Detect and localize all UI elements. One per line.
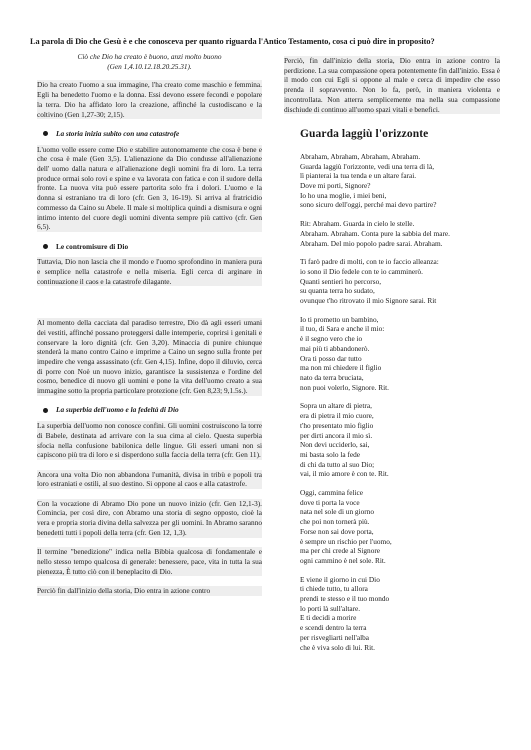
- section-heading-superbia: [37, 405, 262, 415]
- lyric-line: Ti farò padre di molti, con te io faccio alleanza:: [300, 257, 439, 267]
- lyric-line: non puoi volerlo, Signore. Rit.: [300, 382, 389, 392]
- right-column: [284, 56, 500, 661]
- song-stanza: [300, 575, 500, 653]
- lyric-line: che poi non tornerà più.: [300, 517, 370, 527]
- bullet-icon: [43, 131, 48, 136]
- lyric-line: ti chiede tutto, tu allora: [300, 584, 368, 594]
- section-heading-text: La superbia dell'uomo e la fedeltà di Dio: [56, 405, 179, 415]
- lyric-line: Non devi ucciderlo, sai,: [300, 440, 370, 450]
- lyric-line: Ora ti posso dar tutto: [300, 353, 362, 363]
- lyric-line: io sono il Dio fedele con te io camminerò.: [300, 266, 423, 276]
- cut-paragraph: Perciò fin dall'inizio della storia, Dio entra in azione contro: [37, 586, 262, 596]
- song-stanza: [300, 257, 500, 306]
- opening-quote: [37, 52, 262, 71]
- lyric-line: ogni cammino è nel sole. Rit.: [300, 555, 386, 565]
- lyric-line: mai più ti abbandonerò.: [300, 343, 370, 353]
- lyric-line: è sempre un rischio per l'uomo,: [300, 536, 392, 546]
- lyric-line: Quanti sentieri ho percorso,: [300, 276, 382, 286]
- paradiso-paragraph: Al momento della cacciata dal paradiso terrestre, Dio dà agli esseri umani dei vestiti, affinché possano proteggersi dalle intemperie, coprirsi i genitali e conservare la loro dignità (cfr. Gen 3,20). Minaccia di punire chiunque stenderà la mano contro Caino e imprime a Caino un segno sulla fronte per impedire che venga assassinato (cfr. Gen 4,15). Infine, dopo il diluvio, cerca di porre con Noè un nuovo inizio, garantisce la sussistenza e l'ordine del cosmo, benedice di nuovo gli uomini e pone la vita dell'uomo creato a sua immagine sotto la propria particolare protezione (cfr. Gen 8,23; 9,1.5s.).: [37, 318, 262, 396]
- catastrofe-paragraph: L'uomo volle essere come Dio e stabilire autonomamente che cosa è bene e che cosa è male (Gen 3,5). L'alienazione da Dio condusse all'alienazione dell' uomo dalla natura e all'alienazione degli uomini fra di loro. La terra produce ormai solo rovi e spine e va lavorata con fatica e con il sudore della fronte. La nuova vita può essere partorita solo fra i dolori. L'uomo e la donna si estraniano tra di loro (cfr. Gen 3, 16-19). Si arriva al fratricidio commesso da Caino su Abele. Il male si moltiplica quindi a dismisura e ogni intimo intento del cuore degli uomini diventa sempre più cattivo (cfr. Gen 6,5).: [37, 144, 262, 232]
- lyric-line: nata nel sole di un giorno: [300, 507, 374, 517]
- song-stanza: [300, 401, 500, 479]
- lyric-line: che è viva solo di lui. Rit.: [300, 642, 375, 652]
- lyric-line: Io ho una moglie, i miei beni,: [300, 190, 387, 200]
- song-lyrics: [284, 152, 500, 652]
- lyric-line: di chi da tutto al suo Dio;: [300, 459, 375, 469]
- song-stanza: [300, 152, 500, 210]
- lyric-line: Guarda laggiù l'orizzonte, vedi una terra di là,: [300, 161, 435, 171]
- lyric-line: è il segno vero che io: [300, 334, 363, 344]
- lyric-line: mi basta solo la fede: [300, 449, 360, 459]
- lyric-line: Sopra un altare di pietra,: [300, 401, 372, 411]
- umanita-paragraph: Ancora una volta Dio non abbandona l'umanità, divisa in tribù e popoli tra loro estraniati e ostili, al suo destino. Si oppone al caos e alla catastrofe.: [37, 469, 262, 489]
- lyric-line: vai, il mio amore è con te. Rit.: [300, 469, 389, 479]
- lyric-line: Abraham, Abraham, Abraham, Abraham.: [300, 151, 421, 161]
- page-title: La parola di Dio che Gesù è e che conosceva per quanto riguarda l'Antico Testamento, cosa ci può dire in proposito?: [30, 37, 435, 46]
- lyric-line: dove ti porta la voce: [300, 497, 360, 507]
- lyric-line: Dove mi porti, Signore?: [300, 181, 371, 191]
- song-stanza: [300, 315, 500, 393]
- song-stanza: [300, 219, 500, 248]
- section-heading-text: Le contromisure di Dio: [56, 241, 129, 251]
- song-stanza: [300, 488, 500, 566]
- lyric-line: il tuo, di Sara e anche il mio:: [300, 324, 385, 334]
- lyric-line: lo porti là sull'altare.: [300, 603, 361, 613]
- lyric-line: per dirti ancora il mio sì.: [300, 430, 373, 440]
- section-heading-catastrofe: [37, 129, 262, 139]
- lyric-line: sono sicuro dell'oggi, perché mai devo partire?: [300, 200, 437, 210]
- lyric-line: ovunque t'ho ritrovato il mio Signore sarai. Rit: [300, 296, 437, 306]
- lyric-line: ma non mi chiedere il figlio: [300, 363, 382, 373]
- bullet-icon: [43, 408, 48, 413]
- bullet-icon: [43, 244, 48, 249]
- lyric-line: Abraham. Abraham. Conta pure la sabbia del mare.: [300, 228, 450, 238]
- lyric-line: Io ti prometto un bambino,: [300, 314, 379, 324]
- left-column: [37, 52, 262, 605]
- quote-reference: (Gen 1,4.10.12.18.20.25.31).: [107, 61, 192, 71]
- section-heading-text: La storia inizia subito con una catastrofe: [56, 128, 180, 138]
- lyric-line: Abraham. Del mio popolo padre sarai. Abraham.: [300, 238, 443, 248]
- quote-line: Ciò che Dio ha creato è buono, anzi molto buono: [77, 52, 222, 61]
- lyric-line: Oggi, cammina felice: [300, 488, 364, 498]
- lyric-line: era di pietra il mio cuore,: [300, 411, 374, 421]
- benedizione-paragraph: Il termine "benedizione" indica nella Bibbia qualcosa di fondamentale e nello stesso tempo qualcosa di generale: benessere, pace, vita in tutta la sua pienezza, È tutto ciò con il beneplacito di Dio.: [37, 547, 262, 576]
- right-intro-paragraph: Perciò, fin dall'inizio della storia, Dio entra in azione contro la perdizione. La sua compassione opera potentemente fin dall'inizio. Essa è il modo con cui Egli si oppone al male e cerca di impedire che esso prenda il sopravvento. Non lo fa, però, in maniera violenta e incontrollata. Non atterra semplicemente ma nella sua compassione dischiude di continuo all'uomo spazi vitali e benefici.: [284, 56, 500, 114]
- lyric-line: E viene il giorno in cui Dio: [300, 574, 380, 584]
- lyric-line: prendi te stesso e il tuo mondo: [300, 594, 390, 604]
- song-title: Guarda laggiù l'orizzonte: [300, 128, 429, 141]
- lyric-line: lì pianterai la tua tenda e un altare farai.: [300, 171, 417, 181]
- babele-paragraph: La superbia dell'uomo non conosce confini. Gli uomini costruiscono la torre di Babele, destinata ad arrivare con la sua cima al cielo. Questa superbia sfocia nella confusione babilonica delle lingue. Gli esseri umani non si capiscono più tra di loro e si disperdono sulla faccia della terra (cfr. Gen 11).: [37, 421, 262, 460]
- intro-paragraph: Dio ha creato l'uomo a sua immagine, l'ha creato come maschio e femmina. Egli ha benedetto l'uomo e la donna. Essi devono essere fecondi e popolare la terra. Dio ha affidato loro la creazione, affinché la custodiscano e la coltivino (Gen 1,27-30; 2,15).: [37, 80, 262, 119]
- lyric-line: Rit: Abraham. Guarda in cielo le stelle.: [300, 219, 415, 229]
- lyric-line: E ti decidi a morire: [300, 613, 357, 623]
- contromisure-paragraph: Tuttavia, Dio non lascia che il mondo e l'uomo sprofondino in maniera pura e semplice nella catastrofe e nella miseria. Egli cerca di arginare in continuazione il caos e la catastrofe dilagante.: [37, 257, 262, 286]
- lyric-line: Forse non sai dove porta,: [300, 526, 374, 536]
- lyric-line: e scendi dentro la terra: [300, 623, 367, 633]
- lyric-line: ma per chi crede al Signore: [300, 546, 381, 556]
- lyric-line: nato da terra bruciata,: [300, 372, 364, 382]
- lyric-line: su quanta terra ho sudato,: [300, 286, 375, 296]
- lyric-line: per risvegliarti nell'alba: [300, 632, 369, 642]
- lyric-line: t'ho presentato mio figlio: [300, 420, 374, 430]
- abramo-paragraph: Con la vocazione di Abramo Dio pone un nuovo inizio (cfr. Gen 12,1-3). Comincia, per così dire, con Abramo una storia di segno opposto, cioè la vera e propria storia divina della salvezza per gli uomini. In Abramo saranno benedetti tutti i popoli della terra (cfr. Gen 12, 1,3).: [37, 498, 262, 537]
- section-heading-contromisure: [37, 242, 262, 252]
